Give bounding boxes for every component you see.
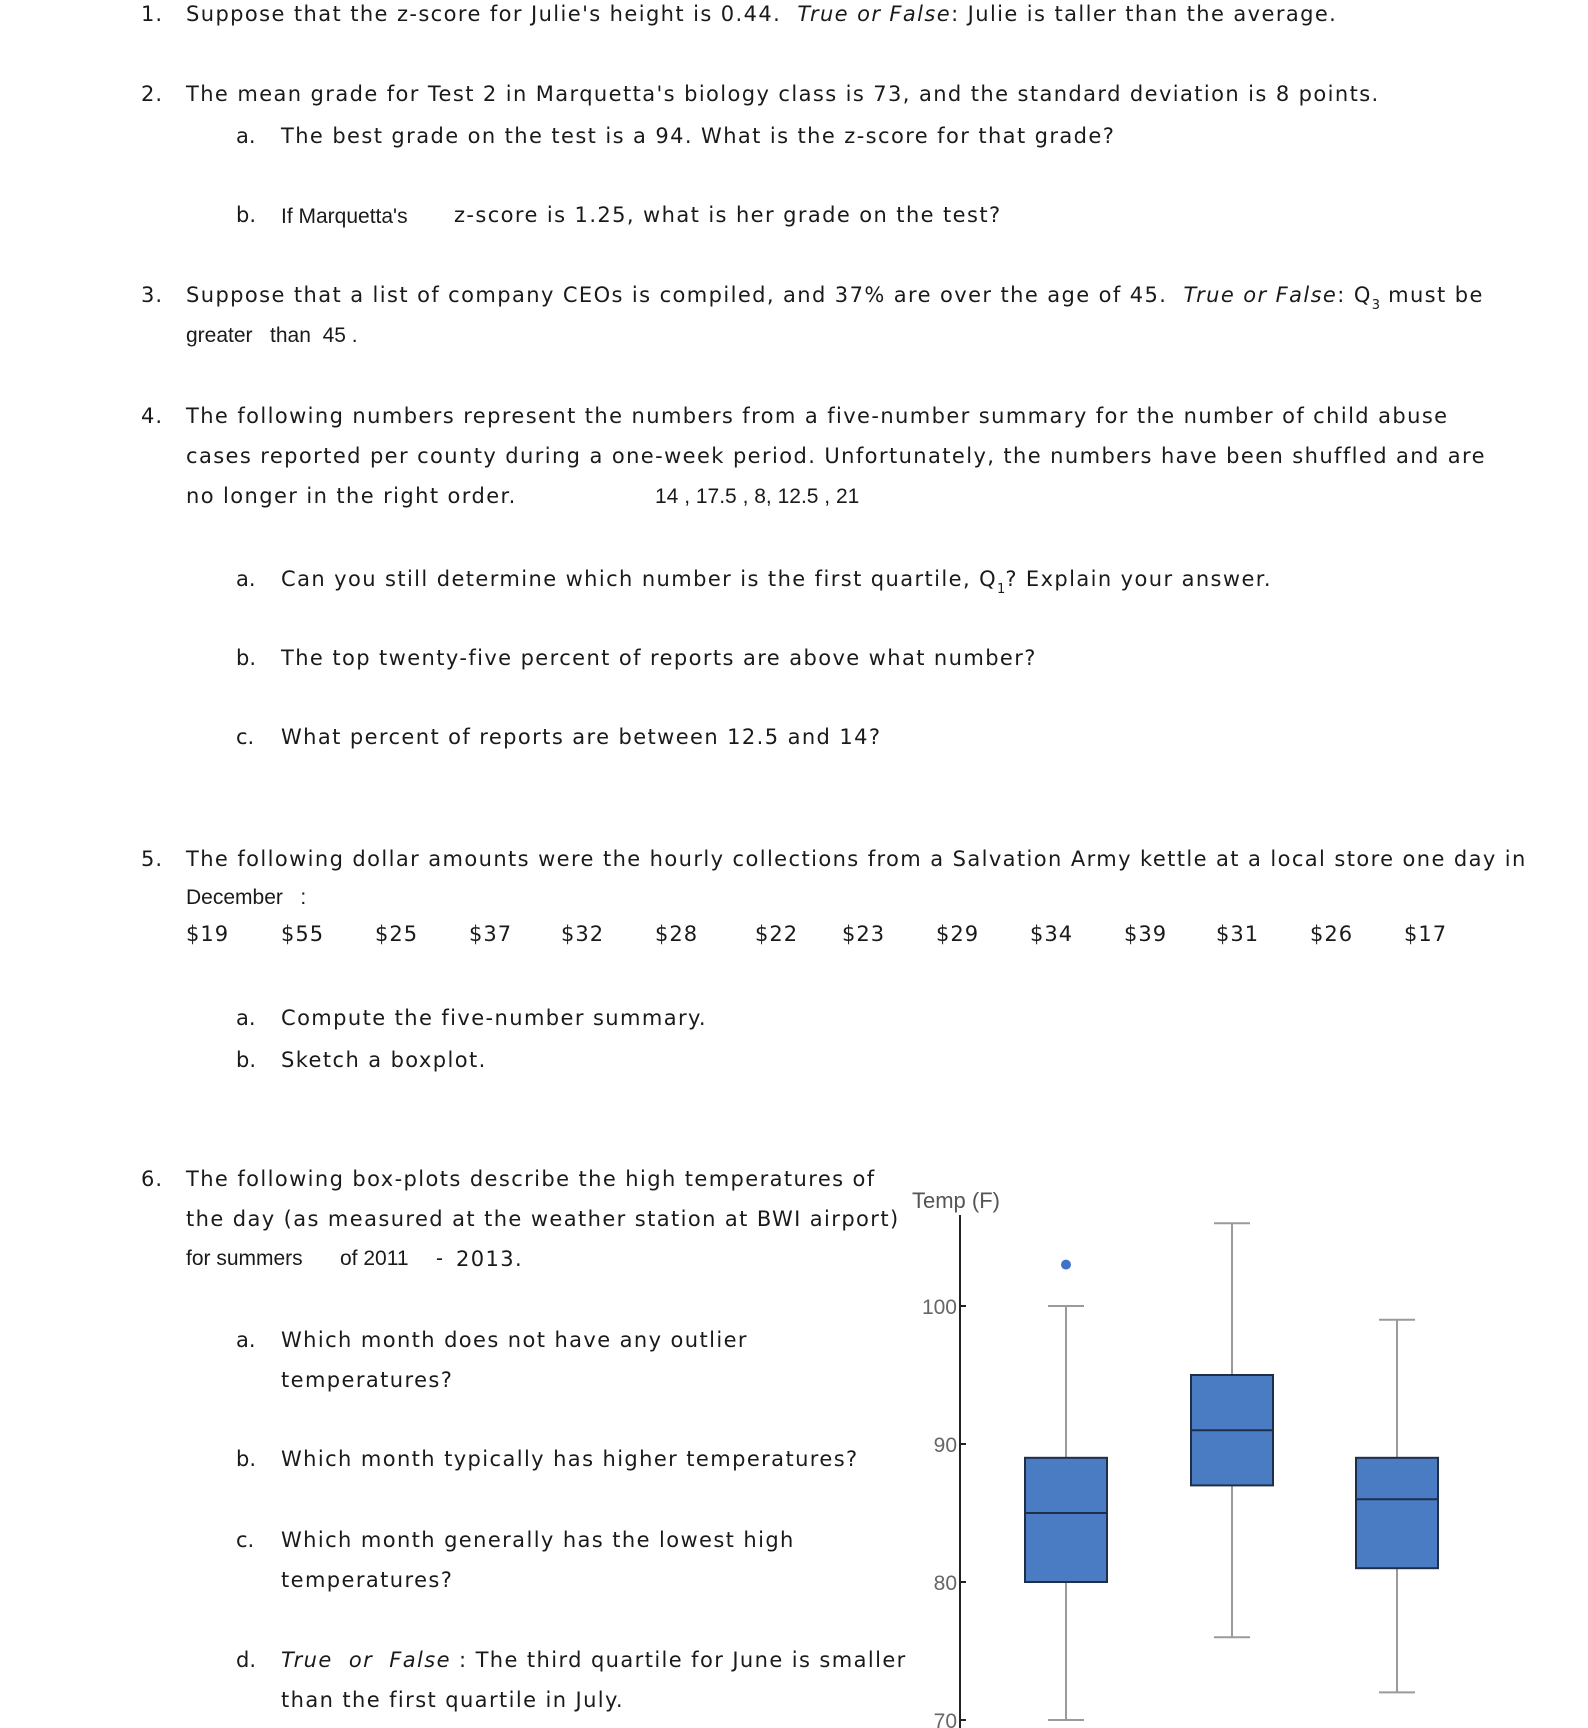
q5b-text: Sketch a boxplot.	[281, 1048, 487, 1072]
amount-8: $23	[842, 922, 886, 946]
box-1-outlier-1	[1061, 1260, 1071, 1270]
y-tick-label-80: 80	[933, 1572, 957, 1595]
q5b-label: b.	[236, 1048, 257, 1072]
y-tick-label-100: 100	[921, 1296, 957, 1319]
q3-text	[186, 283, 1484, 313]
q6-line3a: for summers	[186, 1247, 303, 1270]
q6d-tf3: False	[389, 1648, 451, 1672]
y-axis-label: Temp (F)	[912, 1188, 1000, 1213]
amount-13: $26	[1310, 922, 1354, 946]
y-tick-label-90: 90	[933, 1434, 957, 1457]
q5-number: 5.	[141, 847, 164, 871]
q3-text-b: : Q	[1337, 283, 1372, 307]
amount-3: $25	[375, 922, 419, 946]
y-tick-label-70: 70	[933, 1710, 957, 1728]
q6a-text2: temperatures?	[281, 1368, 454, 1392]
q4a-text-b: ? Explain your answer.	[1005, 567, 1272, 591]
q1-text	[186, 2, 1337, 26]
q6c-label: c.	[236, 1528, 255, 1552]
q6-number: 6.	[141, 1167, 164, 1191]
amount-5: $32	[561, 922, 605, 946]
box-3-box	[1356, 1458, 1438, 1568]
q2b-text-a: If Marquetta's	[281, 205, 408, 228]
q4a-text-a: Can you still determine which number is the first quartile, Q	[281, 567, 998, 591]
q6d-text2: than the first quartile in July.	[281, 1688, 624, 1712]
q2-number: 2.	[141, 82, 164, 106]
q2b-label: b.	[236, 203, 257, 227]
q6a-label: a.	[236, 1328, 256, 1352]
q6-line3b: of 2011	[340, 1247, 409, 1270]
q1-number: 1.	[141, 2, 164, 26]
amount-2: $55	[281, 922, 325, 946]
q6-line3d: 2013.	[456, 1247, 524, 1271]
q5-line1: The following dollar amounts were the hourly collections from a Salvation Army kettle at a local store one day in	[186, 847, 1527, 871]
q6d-label: d.	[236, 1648, 257, 1672]
q4a-text	[281, 567, 1272, 597]
amount-6: $28	[655, 922, 699, 946]
q6a-text1: Which month does not have any outlier	[281, 1328, 748, 1352]
amount-14: $17	[1404, 922, 1448, 946]
q4c-text: What percent of reports are between 12.5 and 14?	[281, 725, 882, 749]
q1-text-b: : Julie is taller than the average.	[951, 2, 1338, 26]
q5-line2: December :	[186, 886, 307, 909]
q4-line1: The following numbers represent the numbers from a five-number summary for the number of child abuse	[186, 404, 1449, 428]
q3-number: 3.	[141, 283, 164, 307]
amount-1: $19	[186, 922, 230, 946]
q2a-label: a.	[236, 124, 256, 148]
q5a-text: Compute the five-number summary.	[281, 1006, 707, 1030]
q2-text: The mean grade for Test 2 in Marquetta's biology class is 73, and the standard deviation is 8 points.	[186, 82, 1380, 106]
q6b-text: Which month typically has higher temperatures?	[281, 1447, 859, 1471]
q5a-label: a.	[236, 1006, 256, 1030]
q4b-label: b.	[236, 646, 257, 670]
q3-line2: greater than 45 .	[186, 324, 358, 347]
q6-line3c: -	[436, 1247, 443, 1270]
q4-line2: cases reported per county during a one-week period. Unfortunately, the numbers have been shuffled and are	[186, 444, 1486, 468]
amount-7: $22	[755, 922, 799, 946]
q2b-text-b: z-score is 1.25, what is her grade on the test?	[454, 203, 1002, 227]
amount-11: $39	[1124, 922, 1168, 946]
amount-10: $34	[1030, 922, 1074, 946]
q6-line2: the day (as measured at the weather station at BWI airport)	[186, 1207, 900, 1231]
q2a-text: The best grade on the test is a 94. What is the z-score for that grade?	[281, 124, 1116, 148]
q3-sub: 3	[1371, 298, 1381, 313]
q4a-sub: 1	[997, 582, 1006, 597]
q6d-text1-rest: : The third quartile for June is smaller	[459, 1648, 907, 1672]
q6b-label: b.	[236, 1447, 257, 1471]
q3-text-c: must be	[1380, 283, 1484, 307]
q6-line1: The following box-plots describe the high temperatures of	[186, 1167, 876, 1191]
q3-tf: True or False	[1183, 283, 1338, 307]
amount-12: $31	[1216, 922, 1260, 946]
q6c-text1: Which month generally has the lowest high	[281, 1528, 795, 1552]
amount-9: $29	[936, 922, 980, 946]
q3-text-a: Suppose that a list of company CEOs is compiled, and 37% are over the age of 45.	[186, 283, 1168, 307]
q4b-text: The top twenty-five percent of reports are above what number?	[281, 646, 1037, 670]
q6c-text2: temperatures?	[281, 1568, 454, 1592]
temperature-boxplot-chart	[880, 1170, 1460, 1728]
q6d-text1	[281, 1648, 907, 1672]
q4-number: 4.	[141, 404, 164, 428]
q6d-tf1: True	[281, 1648, 333, 1672]
q4a-label: a.	[236, 567, 256, 591]
q4-line3: no longer in the right order.	[186, 484, 517, 508]
q1-tf: True or False	[797, 2, 952, 26]
q6d-tf2: or	[348, 1648, 374, 1672]
q4c-label: c.	[236, 725, 255, 749]
q1-text-a: Suppose that the z-score for Julie's height is 0.44.	[186, 2, 782, 26]
amount-4: $37	[469, 922, 513, 946]
box-1-box	[1025, 1458, 1107, 1582]
q4-numbers: 14 , 17.5 , 8, 12.5 , 21	[655, 485, 860, 508]
